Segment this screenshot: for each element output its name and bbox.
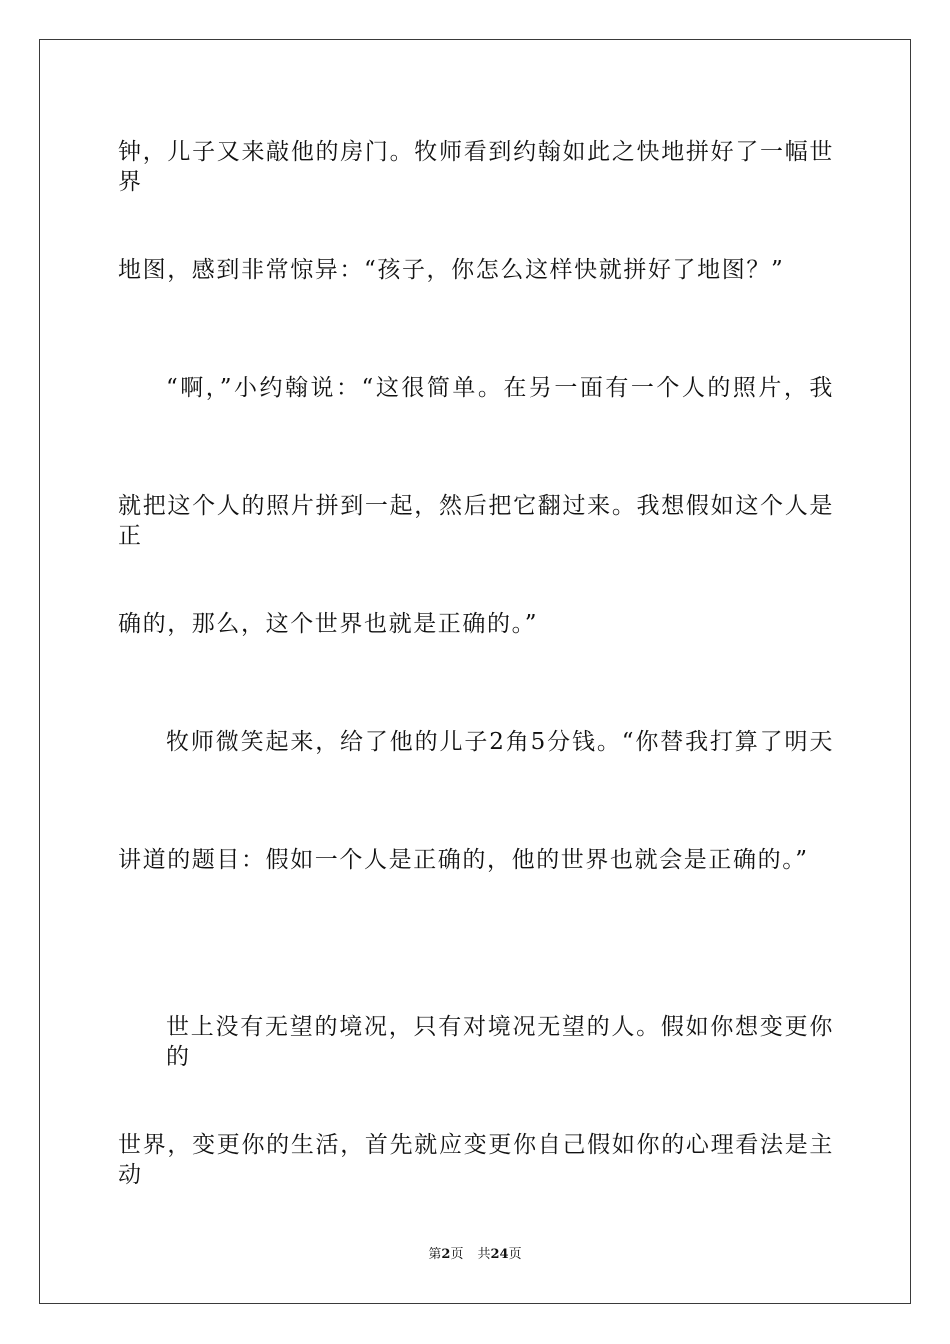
page-prefix: 第 bbox=[428, 1247, 442, 1262]
text-line: 牧师微笑起来，给了他的儿子2角5分钱。“你替我打算了明天 bbox=[166, 729, 834, 755]
text-line: 钟，儿子又来敲他的房门。牧师看到约翰如此之快地拼好了一幅世界 bbox=[118, 139, 834, 195]
text-line: 讲道的题目：假如一个人是正确的，他的世界也就会是正确的。” bbox=[118, 847, 809, 873]
text-line: “啊，”小约翰说：“这很简单。在另一面有一个人的照片，我 bbox=[166, 375, 834, 401]
total-pages: 24 bbox=[490, 1247, 509, 1262]
text-line: 确的，那么，这个世界也就是正确的。” bbox=[118, 611, 539, 637]
page-suffix: 页 bbox=[450, 1247, 464, 1262]
page-border bbox=[39, 39, 911, 1304]
text-line: 就把这个人的照片拼到一起，然后把它翻过来。我想假如这个人是正 bbox=[118, 493, 834, 549]
total-suffix: 页 bbox=[508, 1247, 522, 1262]
page-number: 2 bbox=[441, 1247, 451, 1262]
text-line: 地图，感到非常惊异：“孩子，你怎么这样快就拼好了地图？” bbox=[118, 257, 785, 283]
text-line: 世上没有无望的境况，只有对境况无望的人。假如你想变更你的 bbox=[166, 1014, 834, 1070]
text-line: 世界，变更你的生活，首先就应变更你自己假如你的心理看法是主动 bbox=[118, 1132, 834, 1188]
page-footer bbox=[0, 1246, 950, 1264]
total-prefix: 共 bbox=[477, 1247, 491, 1262]
